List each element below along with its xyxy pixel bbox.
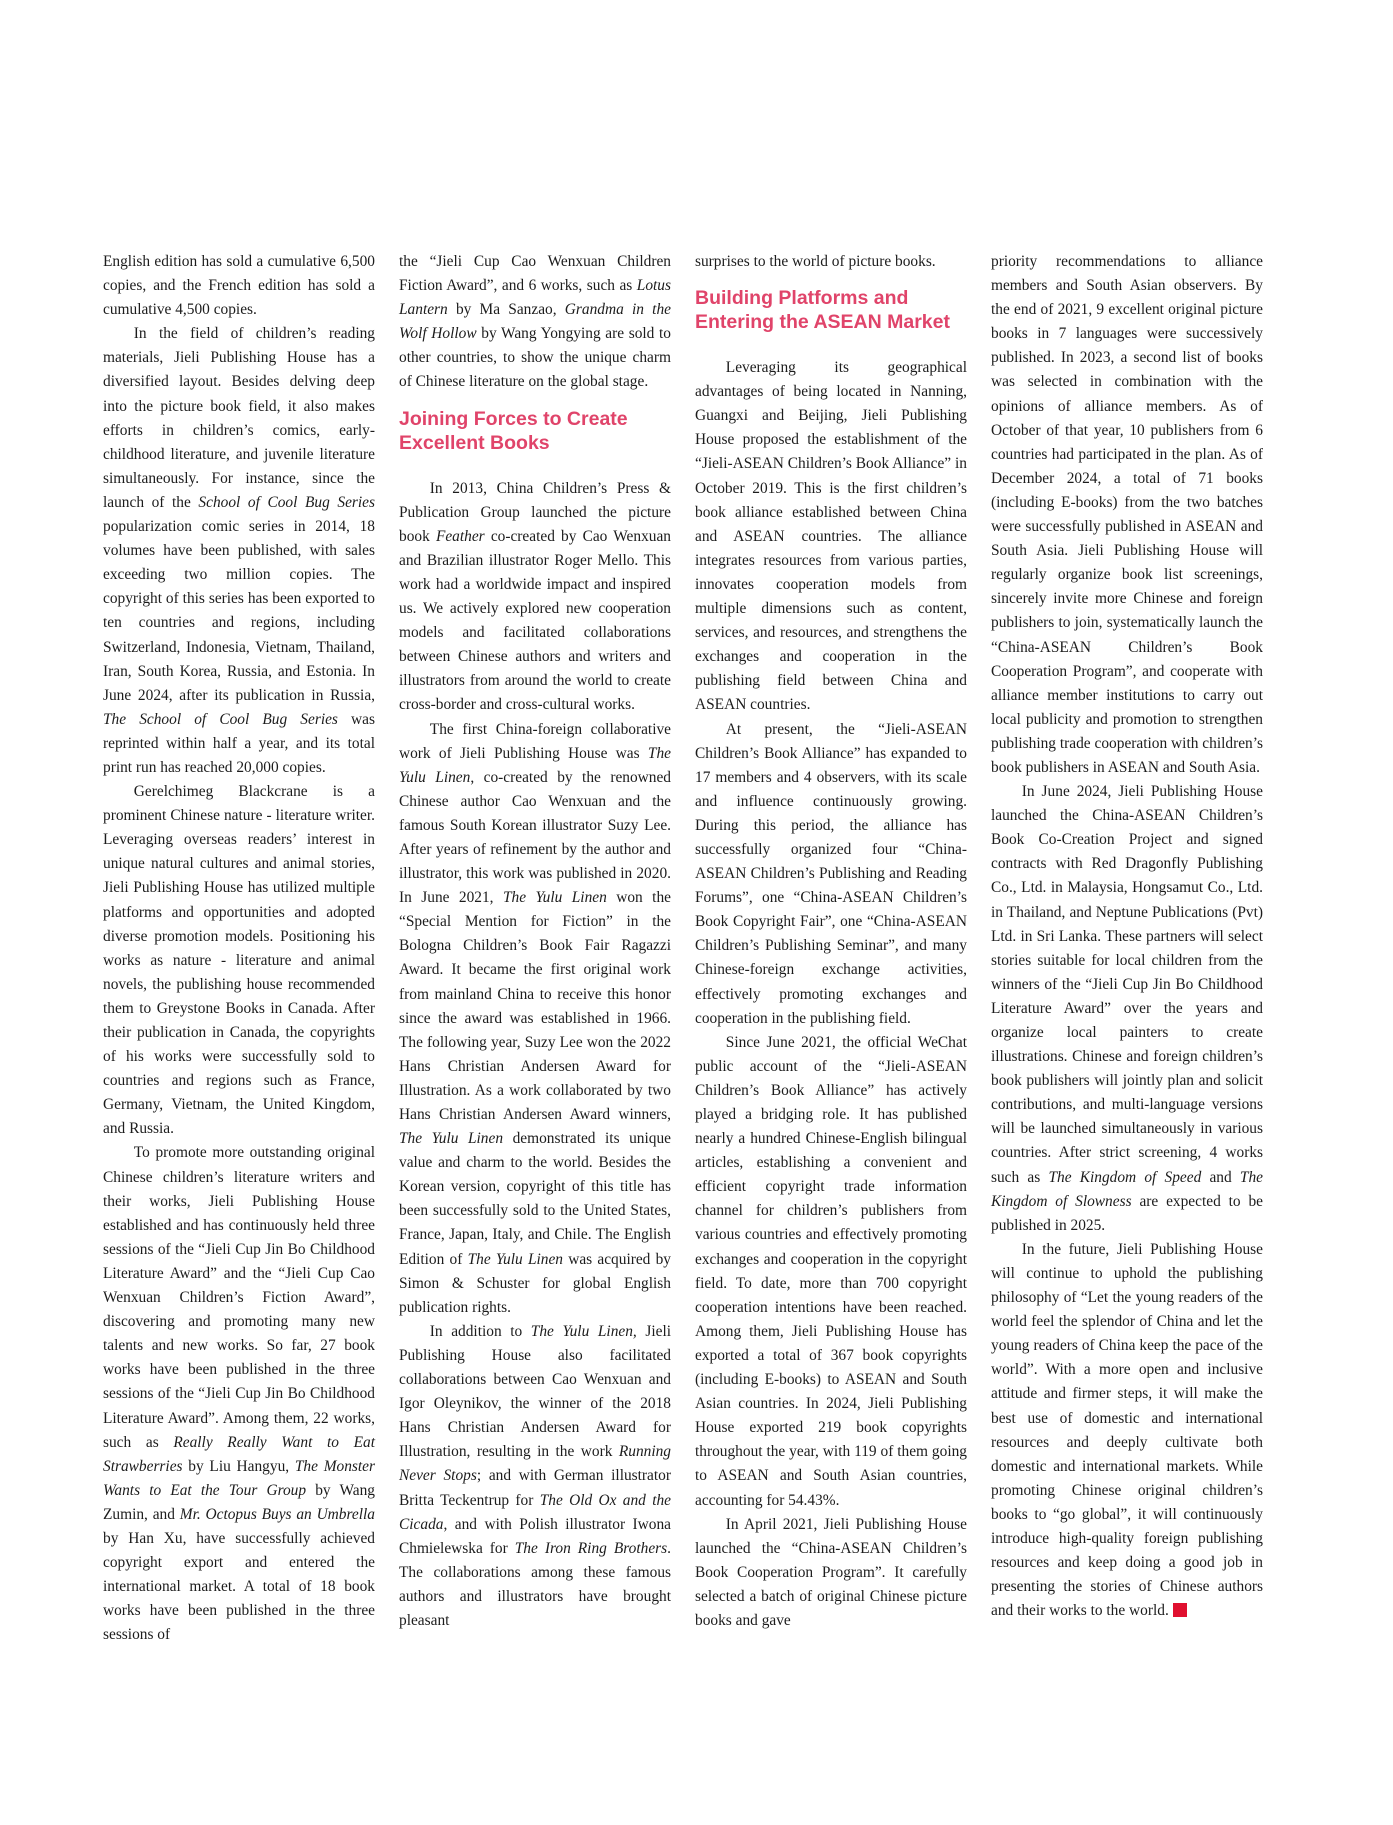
book-title-text: The Monster Wants to Eat the Tour Group xyxy=(103,1457,376,1499)
body-text: , and with Polish illustrator Iwona Chmielewska for xyxy=(399,1515,671,1557)
body-paragraph xyxy=(695,1513,967,1633)
body-text: At present, the “Jieli-ASEAN Children’s Book Alliance” has expanded to 17 members and 4 observers, with its scale and influence continuously growing. During this period, the alliance has successfully organized four “China-ASEAN Children’s Publishing and Reading Forums”, one “China-ASEAN Children’s Book Copyright Fair”, one “China-ASEAN Children’s Publishing Seminar”, and many Chinese-foreign exchange activities, effectively promoting exchanges and cooperation in the publishing field. xyxy=(695,720,967,1027)
book-title-text: Running Never Stops xyxy=(399,1443,671,1485)
body-text: In the future, Jieli Publishing House will continue to uphold the publishing philosophy of “Let the young readers of the world feel the splendor of China and let the young readers of China keep the pace of the world”. With a more open and inclusive attitude and firmer steps, it will make the best use of domestic and international resources and deeply cultivate both domestic and international markets. While promoting Chinese original children’s books to “go global”, it will continuously introduce high-quality foreign publishing resources and keep doing a good job in presenting the stories of Chinese authors and their works to the world. xyxy=(991,1240,1263,1620)
book-title-text: Feather xyxy=(435,527,485,545)
body-text: In June 2024, Jieli Publishing House launched the China-ASEAN Children’s Book Co-Creation Project and signed contracts with Red Dragonfly Publishing Co., Ltd. in Malaysia, Hongsamut Co., Ltd. in Thailand, and Neptune Publications (Pvt) Ltd. in Sri Lanka. These partners will select stories suitable for local children from the winners of the “Jieli Cup Jin Bo Childhood Literature Award” over the years and organize local painters to create illustrations. Chinese and foreign children’s book publishers will jointly plan and solicit contributions, and multi-language versions will be launched simultaneously in various countries. After strict screening, 4 works such as xyxy=(991,783,1263,1186)
body-text: surprises to the world of picture books. xyxy=(695,253,936,270)
section-heading: Joining Forces to Create Excellent Books xyxy=(399,407,628,454)
book-title-text: School of Cool Bug Series xyxy=(198,493,375,511)
body-text: . The collaborations among these famous authors and illustrators have brought pleasant xyxy=(399,1539,671,1629)
body-paragraph xyxy=(399,1320,671,1633)
body-text: was acquired by Simon & Schuster for global English publication rights. xyxy=(399,1250,671,1316)
book-title-text: The Kingdom of Slowness xyxy=(991,1168,1263,1210)
book-title-text: The Yulu Linen xyxy=(467,1250,563,1268)
book-title-text: Lotus Lantern xyxy=(399,277,671,319)
article-end-mark-icon xyxy=(1173,1603,1187,1617)
body-paragraph xyxy=(103,1141,375,1647)
body-text: by Liu Hangyu, xyxy=(182,1457,295,1475)
book-title-text: The School of Cool Bug Series xyxy=(103,710,338,728)
body-paragraph xyxy=(695,356,967,717)
body-text: priority recommendations to alliance members and South Asian observers. By the end of 2021, 9 excellent original picture books in 7 languages were successively published. In 2023, a second list of books was selected in combination with the opinions of alliance members. As of October of that year, 10 publishers from 6 countries had participated in the plan. As of December 2024, a total of 71 books (including E-books) from the two batches were successfully published in ASEAN and South Asia. Jieli Publishing House will regularly organize book list screenings, sincerely invite more Chinese and foreign publishers to join, systematically launch the “China-ASEAN Children’s Book Cooperation Program”, and cooperate with alliance member institutions to carry out local publicity and promotion to strengthen publishing trade cooperation with children’s book publishers in ASEAN and South Asia. xyxy=(991,253,1263,776)
section-heading: Building Platforms and Entering the ASEAN Market xyxy=(695,287,950,334)
body-text: demonstrated its unique value and charm to the world. Besides the Korean version, copyright of this title has been successfully sold to the United States, France, Japan, Italy, and Chile. The English Edition of xyxy=(399,1130,672,1268)
body-text: ; and with German illustrator Britta Teckentrup for xyxy=(399,1467,671,1509)
body-paragraph xyxy=(991,250,1263,780)
body-text: Leveraging its geographical advantages of being located in Nanning, Guangxi and Beijing, Jieli Publishing House proposed the establishment of the “Jieli-ASEAN Children’s Book Alliance” in October 2019. This is the first children’s book alliance established between China and ASEAN countries. The alliance integrates resources from various parties, innovates cooperation models from multiple dimensions such as content, services, and resources, and strengthens the exchanges and cooperation in the publishing field between China and ASEAN countries. xyxy=(695,359,967,714)
article-column-1 xyxy=(103,250,375,1647)
book-title-text: The Old Ox and the Cicada xyxy=(399,1491,672,1533)
body-paragraph xyxy=(103,780,375,1141)
article-column-3 xyxy=(695,250,967,1647)
body-paragraph xyxy=(399,718,671,1320)
book-title-text: Mr. Octopus Buys an Umbrella xyxy=(179,1505,375,1523)
book-title-text: The Yulu Linen xyxy=(502,889,607,907)
book-title-text: The Yulu Linen xyxy=(399,744,671,786)
body-text: and xyxy=(1201,1168,1240,1186)
book-title-text: Grandma in the Wolf Hollow xyxy=(399,301,671,343)
body-text: In addition to xyxy=(429,1322,531,1340)
body-text: are expected to be published in 2025. xyxy=(991,1192,1263,1234)
article-column-4 xyxy=(991,250,1263,1647)
book-title-text: The Kingdom of Speed xyxy=(1048,1168,1202,1186)
body-paragraph xyxy=(695,718,967,1031)
body-text: co-created by Cao Wenxuan and Brazilian illustrator Roger Mello. This work had a worldwide impact and inspired us. We actively explored new cooperation models and facilitated collaborations between Chinese authors and writers and illustrators from around the world to create cross-border and cross-cultural works. xyxy=(399,527,671,714)
body-paragraph xyxy=(695,250,967,274)
body-text: was reprinted within half a year, and its total print run has reached 20,000 copies. xyxy=(103,710,375,776)
body-text: , co-created by the renowned Chinese author Cao Wenxuan and the famous South Korean illustrator Suzy Lee. After years of refinement by the author and illustrator, this work was published in 2020. In June 2021, xyxy=(399,768,672,907)
body-text: the “Jieli Cup Cao Wenxuan Children Fiction Award”, and 6 works, such as xyxy=(399,253,671,295)
body-paragraph xyxy=(103,322,375,780)
book-title-text: The Yulu Linen xyxy=(399,1130,504,1148)
body-paragraph xyxy=(399,477,671,718)
body-text: To promote more outstanding original Chinese children’s literature writers and their works, Jieli Publishing House established and has continuously held three sessions of the “Jieli Cup Jin Bo Childhood Literature Award” and the “Jieli Cup Cao Wenxuan Children’s Fiction Award”, discovering and promoting many new talents and new works. So far, 27 book works have been published in the three sessions of the “Jieli Cup Jin Bo Childhood Literature Award”. Among them, 22 works, such as xyxy=(103,1144,375,1451)
body-text: Jieli Publishing House also facilitated collaborations between Cao Wenxuan and Igor Oleynikov, the winner of the 2018 Hans Christian Andersen Award for Illustration, resulting in the work xyxy=(399,1322,672,1461)
body-text: In the field of children’s reading materials, Jieli Publishing House has a diversified layout. Besides delving deep into the picture book field, it also makes efforts in children’s comics, early-childhood literature, and juvenile literature simultaneously. For instance, since the launch of the xyxy=(103,325,375,511)
body-text: won the “Special Mention for Fiction” in the Bologna Children’s Book Fair Ragazzi Award. It became the first original work from mainland China to receive this honor since the award was established in 1966. The following year, Suzy Lee won the 2022 Hans Christian Andersen Award for Illustration. As a work collaborated by two Hans Christian Andersen Award winners, xyxy=(399,889,671,1123)
body-text: by Ma Sanzao, xyxy=(447,301,565,319)
body-text: In 2013, China Children’s Press & Publication Group launched the picture book xyxy=(399,479,671,545)
body-paragraph xyxy=(695,1031,967,1513)
body-text: by Wang Zumin, and xyxy=(103,1481,375,1523)
body-text: Gerelchimeg Blackcrane is a prominent Chinese nature - literature writer. Leveraging overseas readers’ interest in unique natural cultures and animal stories, Jieli Publishing House has utilized multiple platforms and opportunities and adopted diverse promotion models. Positioning his works as nature - literature and animal novels, the publishing house recommended them to Greystone Books in Canada. After their publication in Canada, the copyrights of his works were successfully sold to countries and regions such as France, Germany, Vietnam, the United Kingdom, and Russia. xyxy=(103,783,375,1138)
body-text: popularization comic series in 2014, 18 volumes have been published, with sales exceeding two million copies. The copyright of this series has been exported to ten countries and regions, including Switzerland, Indonesia, Vietnam, Thailand, Iran, South Korea, Russia, and Estonia. In June 2024, after its publication in Russia, xyxy=(103,518,375,704)
body-text: In April 2021, Jieli Publishing House launched the “China-ASEAN Children’s Book Cooperation Program”. It carefully selected a batch of original Chinese picture books and gave xyxy=(695,1515,967,1629)
body-paragraph xyxy=(991,780,1263,1238)
body-text: by Wang Yongying are sold to other countries, to show the unique charm of Chinese literature on the global stage. xyxy=(399,325,671,391)
body-text: by Han Xu, have successfully achieved copyright export and entered the international market. A total of 18 book works have been published in the three sessions of xyxy=(103,1529,375,1644)
body-paragraph xyxy=(103,250,375,322)
body-text: The first China-foreign collaborative work of Jieli Publishing House was xyxy=(399,720,671,762)
book-title-text: Really Really Want to Eat Strawberries xyxy=(103,1433,375,1475)
book-title-text: The Yulu Linen, xyxy=(530,1322,637,1340)
book-title-text: The Iron Ring Brothers xyxy=(514,1539,668,1557)
body-paragraph xyxy=(991,1238,1263,1624)
article-column-2 xyxy=(399,250,671,1647)
article-columns xyxy=(103,250,1271,1647)
body-text: Since June 2021, the official WeChat public account of the “Jieli-ASEAN Children’s Book Alliance” has actively played a bridging role. It has published nearly a hundred Chinese-English bilingual articles, establishing a convenient and efficient copyright trade information channel for children’s publishers from various countries and effectively promoting exchanges and cooperation in the copyright field. To date, more than 700 copyright cooperation intentions have been reached. Among them, Jieli Publishing House has exported a total of 367 book copyrights (including E-books) to ASEAN and South Asian countries. In 2024, Jieli Publishing House exported 219 book copyrights throughout the year, with 119 of them going to ASEAN and South Asian countries, accounting for 54.43%. xyxy=(695,1033,967,1509)
body-paragraph xyxy=(399,250,671,395)
body-text: English edition has sold a cumulative 6,500 copies, and the French edition has sold a cumulative 4,500 copies. xyxy=(103,253,375,319)
